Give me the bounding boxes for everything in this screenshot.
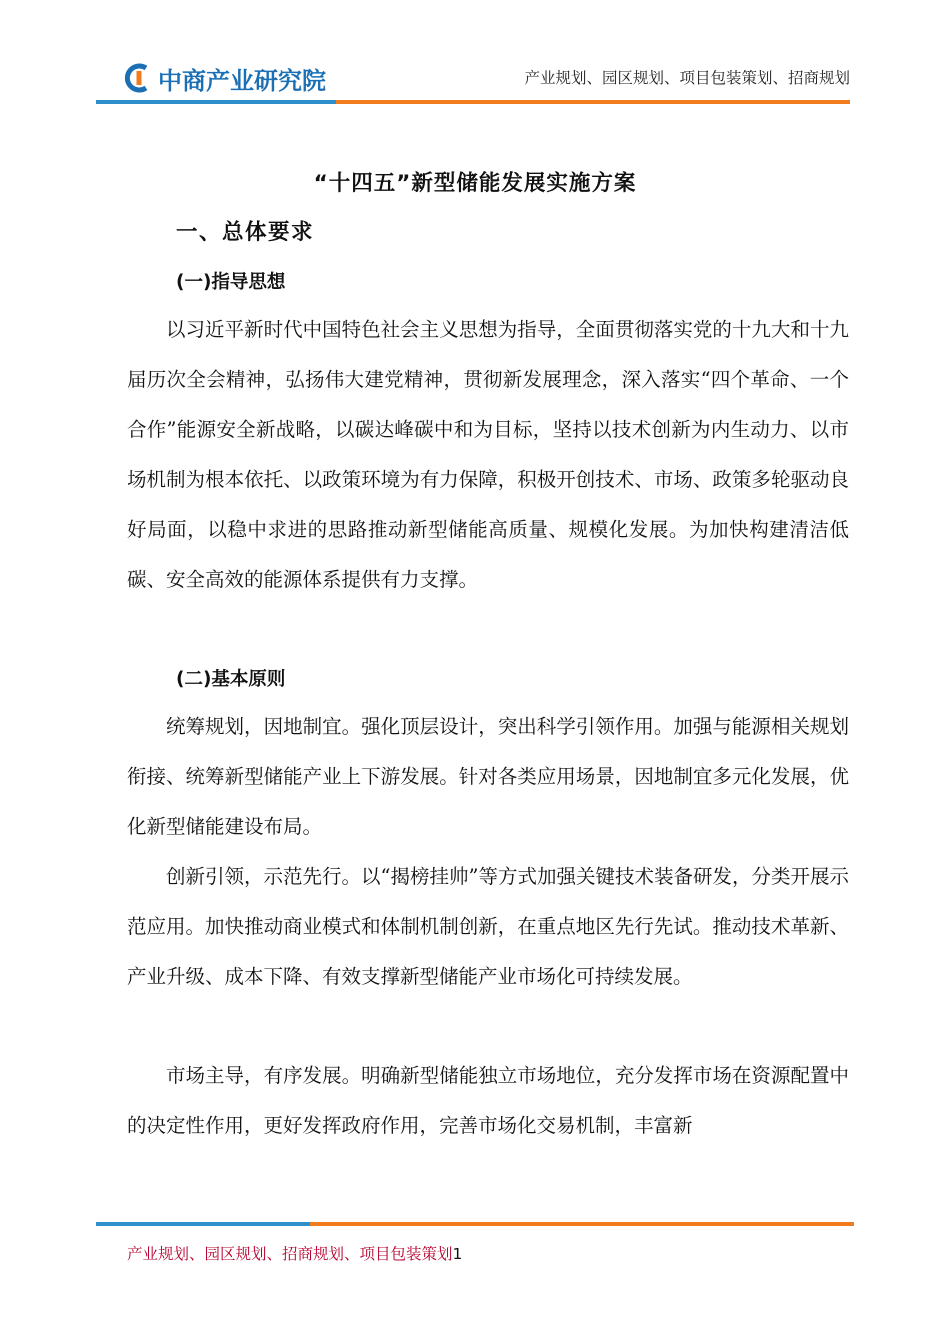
paragraph-overall-planning: 统筹规划，因地制宜。强化顶层设计，突出科学引领作用。加强与能源相关规划衔接、统筹新型储能产业上下游发展。针对各类应用场景，因地制宜多元化发展，优化新型储能建设布局。 xyxy=(127,715,849,838)
page-number: 1 xyxy=(452,1245,463,1263)
header-rule-orange xyxy=(336,100,850,104)
logo-text: 中商产业研究院 xyxy=(158,66,326,95)
paragraph-innovation-leading: 创新引领，示范先行。以“揭榜挂帅”等方式加强关键技术装备研发，分类开展示范应用。加快推动商业模式和体制机制创新，在重点地区先行先试。推动技术革新、产业升级、成本下降、有效支撑新型储能产业市场化可持续发展。 xyxy=(127,865,849,988)
document-title: “十四五”新型储能发展实施方案 xyxy=(313,171,637,196)
subsection-heading-guiding-ideology: (一)指导思想 xyxy=(176,272,286,293)
section-heading-general-requirements: 一、总体要求 xyxy=(176,220,315,245)
footer xyxy=(127,1242,462,1264)
header-tagline: 产业规划、园区规划、项目包装策划、招商规划 xyxy=(524,69,850,87)
footer-rule-orange xyxy=(310,1222,854,1226)
paragraph-guiding-ideology: 以习近平新时代中国特色社会主义思想为指导，全面贯彻落实党的十九大和十九届历次全会精神，弘扬伟大建党精神，贯彻新发展理念，深入落实“四个革命、一个合作”能源安全新战略，以碳达峰碳中和为目标，坚持以技术创新为内生动力、以市场机制为根本依托、以政策环境为有力保障，积极开创技术、市场、政策多轮驱动良好局面，以稳中求进的思路推动新型储能高质量、规模化发展。为加快构建清洁低碳、安全高效的能源体系提供有力支撑。 xyxy=(127,318,849,591)
logo-mark-icon xyxy=(124,63,154,93)
subsection-heading-basic-principles: (二)基本原则 xyxy=(176,669,286,690)
paragraph-market-leading: 市场主导，有序发展。明确新型储能独立市场地位，充分发挥市场在资源配置中的决定性作用，更好发挥政府作用，完善市场化交易机制，丰富新 xyxy=(127,1064,849,1137)
footer-rule-blue xyxy=(96,1222,310,1226)
footer-tagline: 产业规划、园区规划、招商规划、项目包装策划 xyxy=(127,1245,453,1263)
company-logo xyxy=(124,60,326,96)
header-rule-blue xyxy=(96,100,336,104)
